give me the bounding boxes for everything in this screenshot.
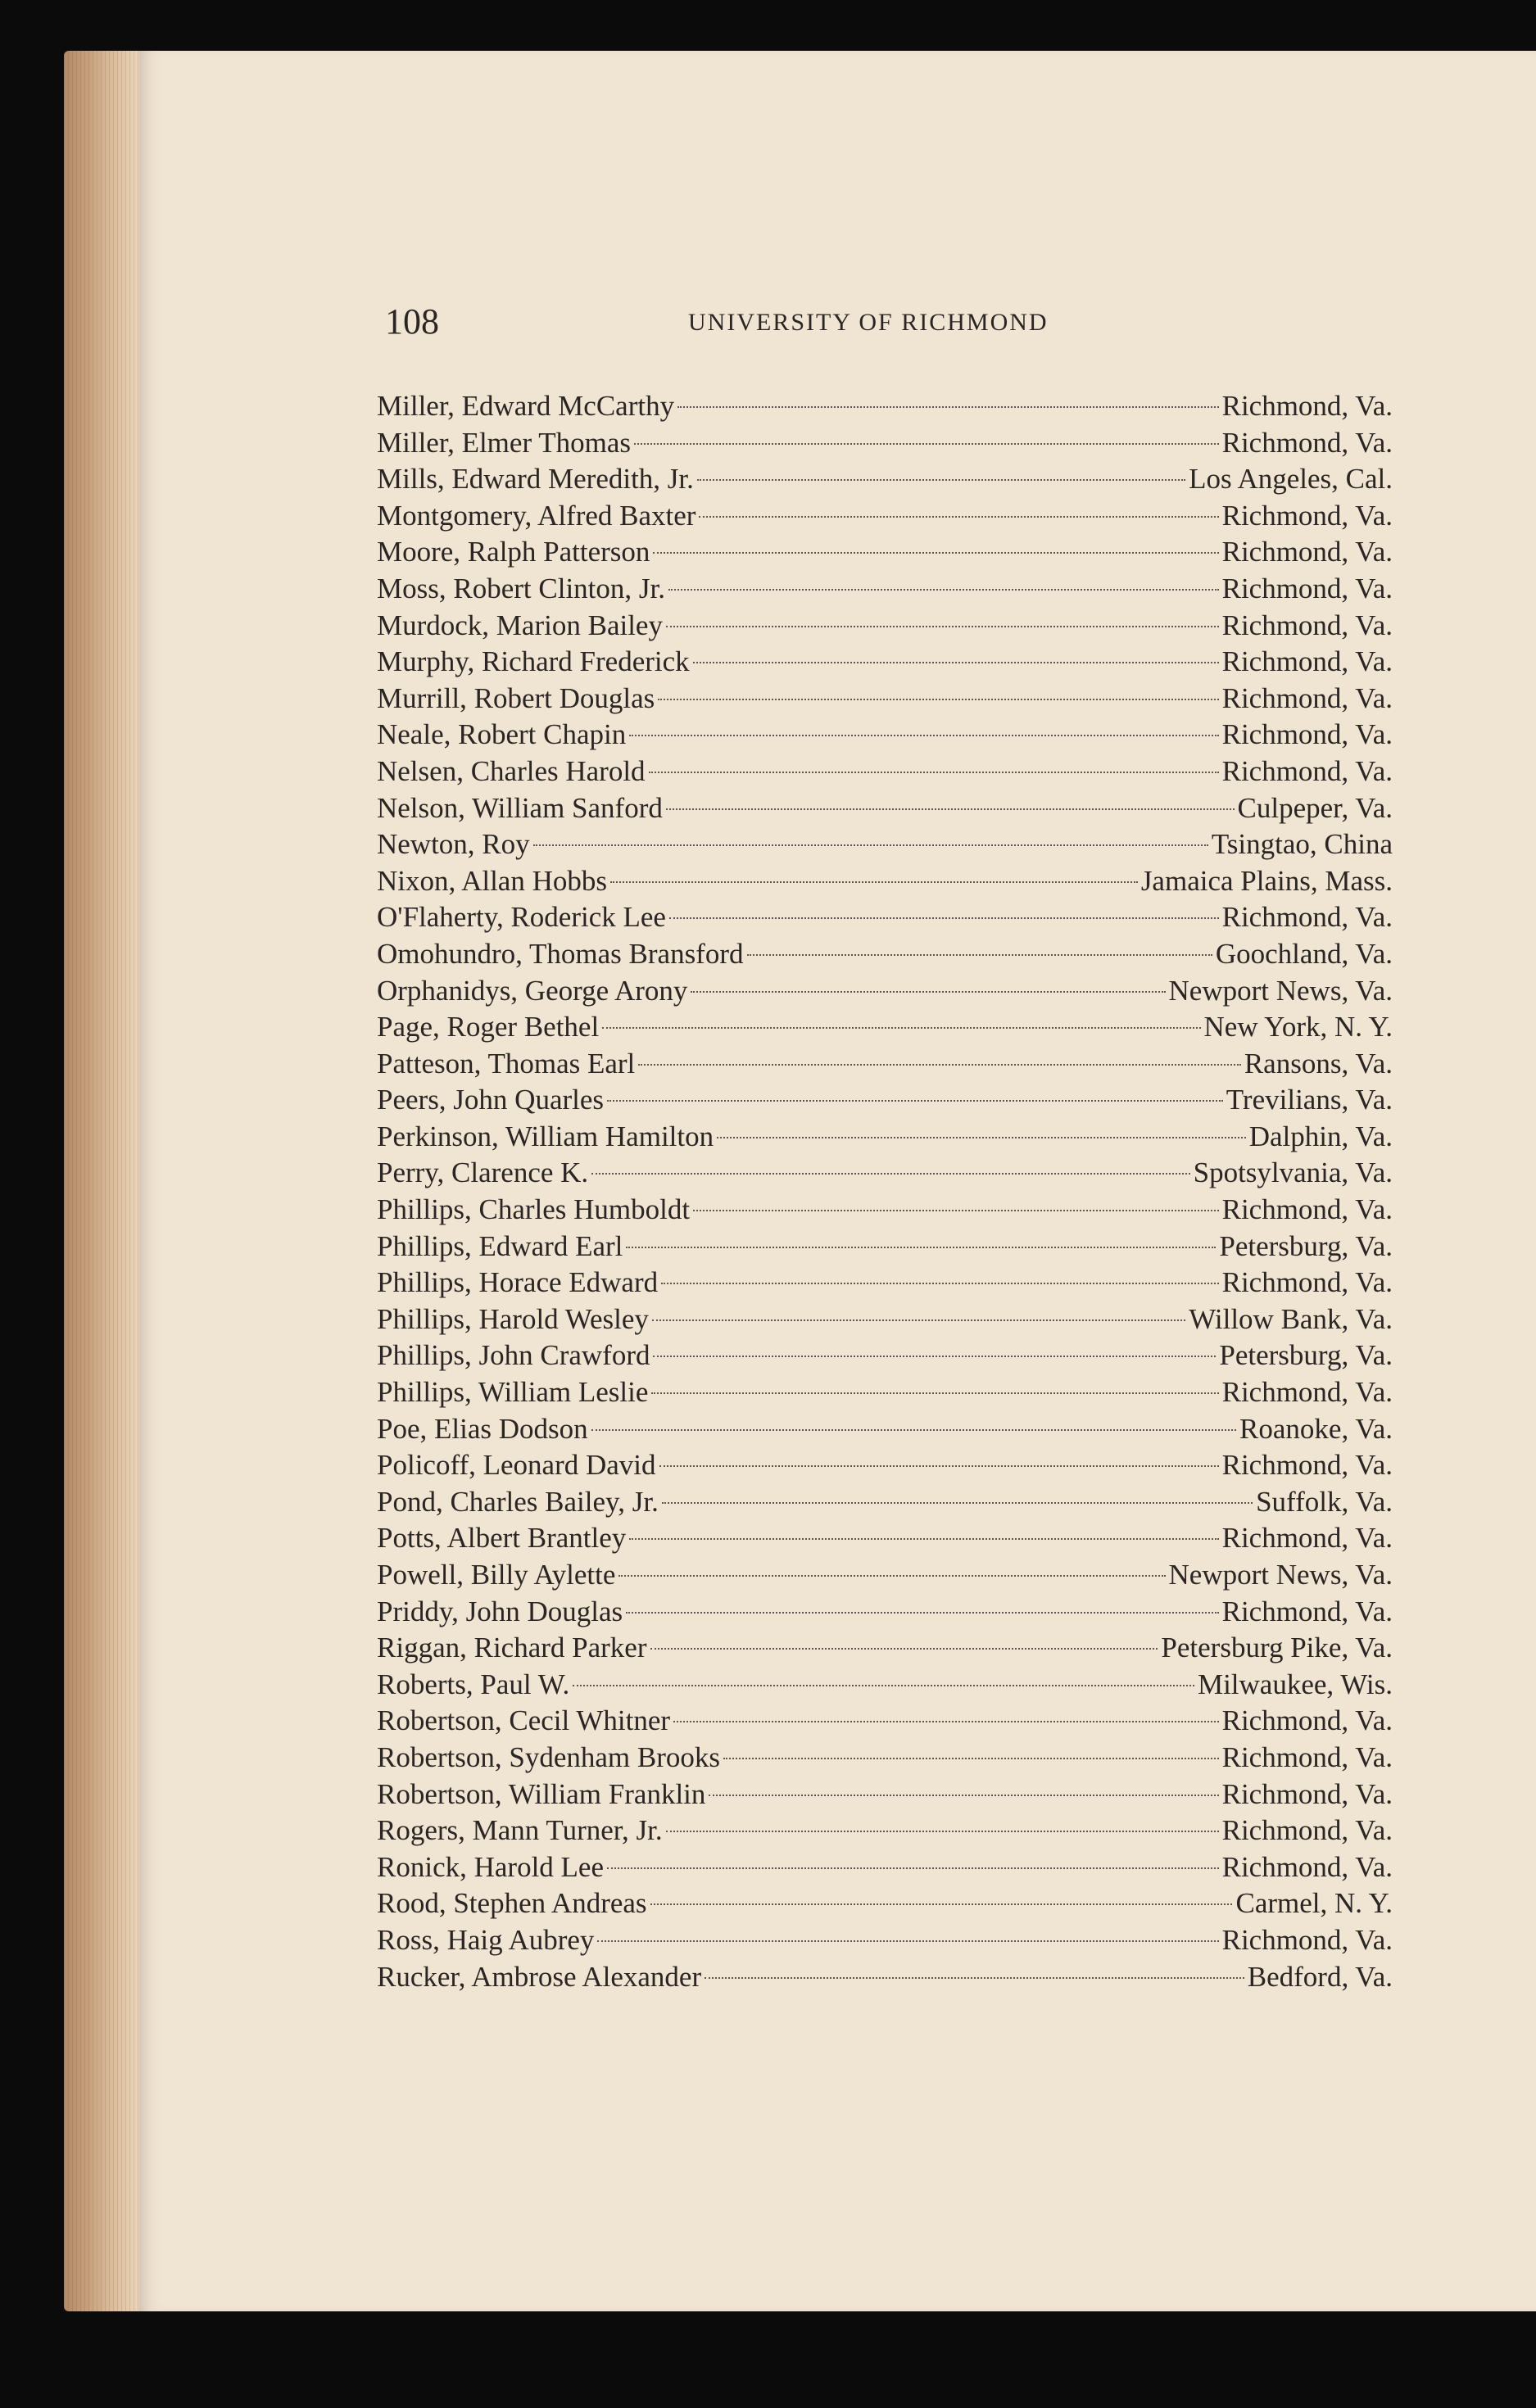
dot-leader <box>673 1721 1219 1722</box>
student-name: Rogers, Mann Turner, Jr. <box>377 1814 663 1847</box>
dot-leader <box>717 1137 1246 1138</box>
student-name: Nelsen, Charles Harold <box>377 754 646 787</box>
list-item <box>377 1374 1393 1411</box>
dot-leader <box>653 1356 1216 1357</box>
dot-leader <box>697 479 1185 481</box>
hometown: Newport News, Va. <box>1168 974 1393 1007</box>
dot-leader <box>602 1027 1200 1029</box>
student-name: Phillips, John Crawford <box>377 1339 650 1372</box>
list-item <box>377 936 1393 973</box>
student-name: Rucker, Ambrose Alexander <box>377 1960 702 1993</box>
hometown: Richmond, Va. <box>1221 901 1393 934</box>
list-item <box>377 388 1393 425</box>
student-name: Orphanidys, George Arony <box>377 974 688 1007</box>
hometown: Richmond, Va. <box>1221 1704 1393 1737</box>
hometown: Roanoke, Va. <box>1239 1412 1393 1445</box>
hometown: Jamaica Plains, Mass. <box>1140 864 1393 897</box>
list-item <box>377 1411 1393 1448</box>
list-item <box>377 1301 1393 1338</box>
student-name: Robertson, Sydenham Brooks <box>377 1740 721 1773</box>
dot-leader <box>699 516 1218 518</box>
student-name: Ross, Haig Aubrey <box>377 1923 595 1956</box>
student-list <box>377 388 1393 1995</box>
list-item <box>377 1594 1393 1631</box>
student-name: Ronick, Harold Lee <box>377 1850 604 1883</box>
list-item <box>377 1447 1393 1484</box>
student-name: O'Flaherty, Roderick Lee <box>377 901 666 934</box>
student-name: Poe, Elias Dodson <box>377 1412 588 1445</box>
hometown: Richmond, Va. <box>1221 426 1393 459</box>
student-name: Robertson, William Franklin <box>377 1777 706 1810</box>
dot-leader <box>705 1977 1244 1979</box>
student-name: Neale, Robert Chapin <box>377 718 627 751</box>
student-name: Patteson, Thomas Earl <box>377 1047 636 1080</box>
dot-leader <box>666 808 1235 810</box>
list-item <box>377 1630 1393 1667</box>
hometown: Richmond, Va. <box>1221 1740 1393 1773</box>
list-item <box>377 790 1393 827</box>
dot-leader <box>652 1319 1185 1321</box>
list-item <box>377 425 1393 462</box>
list-item <box>377 534 1393 571</box>
student-name: Phillips, Charles Humboldt <box>377 1193 691 1226</box>
list-item <box>377 1740 1393 1777</box>
student-name: Pond, Charles Bailey, Jr. <box>377 1485 659 1518</box>
list-item <box>377 461 1393 498</box>
student-name: Montgomery, Alfred Baxter <box>377 499 696 532</box>
student-name: Newton, Roy <box>377 828 530 861</box>
dot-leader <box>607 1100 1223 1102</box>
student-name: Moss, Robert Clinton, Jr. <box>377 572 665 604</box>
hometown: Richmond, Va. <box>1221 1923 1393 1956</box>
dot-leader <box>533 844 1208 846</box>
student-name: Rood, Stephen Andreas <box>377 1887 647 1920</box>
hometown: Goochland, Va. <box>1215 937 1393 970</box>
dot-leader <box>591 1429 1236 1431</box>
hometown: Richmond, Va. <box>1221 754 1393 787</box>
dot-leader <box>661 1283 1218 1284</box>
hometown: Petersburg, Va. <box>1219 1229 1393 1262</box>
hometown: Petersburg, Va. <box>1219 1339 1393 1372</box>
list-item <box>377 863 1393 900</box>
dot-leader <box>709 1795 1218 1796</box>
dot-leader <box>626 1247 1216 1248</box>
student-name: Phillips, Edward Earl <box>377 1229 623 1262</box>
hometown: Richmond, Va. <box>1221 572 1393 604</box>
hometown: Culpeper, Va. <box>1237 791 1393 824</box>
list-item <box>377 571 1393 608</box>
dot-leader <box>747 954 1212 956</box>
dot-leader <box>649 772 1219 773</box>
hometown: Willow Bank, Va. <box>1189 1302 1393 1335</box>
page-number: 108 <box>385 301 439 342</box>
running-head: UNIVERSITY OF RICHMOND <box>688 309 1049 336</box>
list-item <box>377 1119 1393 1156</box>
dot-leader <box>597 1940 1218 1942</box>
dot-leader <box>626 1612 1219 1614</box>
list-item <box>377 1192 1393 1229</box>
hometown: Richmond, Va. <box>1221 1449 1393 1482</box>
dot-leader <box>650 1903 1233 1905</box>
hometown: Richmond, Va. <box>1221 645 1393 678</box>
list-item <box>377 826 1393 863</box>
student-name: Roberts, Paul W. <box>377 1668 570 1700</box>
student-name: Omohundro, Thomas Bransford <box>377 937 744 970</box>
list-item <box>377 1229 1393 1265</box>
page-edge <box>64 51 146 2311</box>
student-name: Potts, Albert Brantley <box>377 1522 627 1555</box>
hometown: Spotsylvania, Va. <box>1193 1156 1393 1189</box>
dot-leader <box>659 1465 1219 1467</box>
dot-leader <box>629 735 1218 736</box>
student-name: Perkinson, William Hamilton <box>377 1120 714 1152</box>
list-item <box>377 1265 1393 1301</box>
student-name: Murphy, Richard Frederick <box>377 645 690 678</box>
list-item <box>377 1813 1393 1849</box>
list-item <box>377 899 1393 936</box>
dot-leader <box>723 1758 1219 1759</box>
hometown: Tsingtao, China <box>1211 828 1393 861</box>
student-name: Powell, Billy Aylette <box>377 1559 616 1591</box>
student-name: Moore, Ralph Patterson <box>377 536 650 568</box>
list-item <box>377 608 1393 645</box>
page-header <box>385 301 1393 342</box>
student-name: Murdock, Marion Bailey <box>377 609 663 641</box>
hometown: Carmel, N. Y. <box>1235 1887 1393 1920</box>
dot-leader <box>607 1867 1219 1869</box>
list-item <box>377 1849 1393 1886</box>
hometown: Los Angeles, Cal. <box>1189 463 1393 496</box>
dot-leader <box>610 881 1138 883</box>
hometown: Richmond, Va. <box>1221 1376 1393 1409</box>
student-name: Peers, John Quarles <box>377 1084 605 1116</box>
hometown: Richmond, Va. <box>1221 681 1393 714</box>
dot-leader <box>653 552 1218 554</box>
hometown: Richmond, Va. <box>1221 609 1393 641</box>
dot-leader <box>638 1064 1241 1066</box>
hometown: Richmond, Va. <box>1221 1266 1393 1299</box>
dot-leader <box>669 917 1219 919</box>
student-name: Policoff, Leonard David <box>377 1449 656 1482</box>
list-item <box>377 498 1393 535</box>
dot-leader <box>634 443 1219 445</box>
list-item <box>377 1703 1393 1740</box>
dot-leader <box>573 1685 1194 1686</box>
dot-leader <box>666 1831 1219 1832</box>
student-name: Phillips, Harold Wesley <box>377 1302 649 1335</box>
hometown: Richmond, Va. <box>1221 1522 1393 1555</box>
hometown: Richmond, Va. <box>1221 536 1393 568</box>
dot-leader <box>691 991 1165 993</box>
student-name: Miller, Edward McCarthy <box>377 390 675 422</box>
page-edge-lines <box>64 51 146 2311</box>
hometown: Richmond, Va. <box>1221 1595 1393 1627</box>
hometown: Milwaukee, Wis. <box>1197 1668 1393 1700</box>
dot-leader <box>650 1648 1158 1650</box>
list-item <box>377 1922 1393 1959</box>
hometown: New York, N. Y. <box>1203 1011 1393 1043</box>
hometown: Richmond, Va. <box>1221 1777 1393 1810</box>
list-item <box>377 1155 1393 1192</box>
list-item <box>377 1777 1393 1813</box>
hometown: Richmond, Va. <box>1221 1814 1393 1847</box>
student-name: Perry, Clarence K. <box>377 1156 589 1189</box>
list-item <box>377 1082 1393 1119</box>
student-name: Murrill, Robert Douglas <box>377 681 655 714</box>
list-item <box>377 1557 1393 1594</box>
dot-leader <box>651 1392 1218 1394</box>
hometown: Petersburg Pike, Va. <box>1161 1632 1393 1664</box>
hometown: Richmond, Va. <box>1221 1193 1393 1226</box>
list-item <box>377 1959 1393 1996</box>
hometown: Ransons, Va. <box>1244 1047 1393 1080</box>
hometown: Suffolk, Va. <box>1256 1485 1393 1518</box>
dot-leader <box>693 662 1219 663</box>
list-item <box>377 973 1393 1010</box>
list-item <box>377 717 1393 754</box>
dot-leader <box>662 1502 1253 1504</box>
hometown: Richmond, Va. <box>1221 390 1393 422</box>
dot-leader <box>591 1173 1189 1175</box>
hometown: Richmond, Va. <box>1221 1850 1393 1883</box>
student-name: Phillips, Horace Edward <box>377 1266 659 1299</box>
list-item <box>377 681 1393 717</box>
dot-leader <box>618 1575 1165 1577</box>
list-item <box>377 644 1393 681</box>
student-name: Nelson, William Sanford <box>377 791 663 824</box>
list-item <box>377 1338 1393 1374</box>
dot-leader <box>677 406 1219 408</box>
list-item <box>377 754 1393 790</box>
list-item <box>377 1667 1393 1704</box>
hometown: Bedford, Va. <box>1247 1960 1393 1993</box>
student-name: Priddy, John Douglas <box>377 1595 623 1627</box>
hometown: Newport News, Va. <box>1168 1559 1393 1591</box>
student-name: Miller, Elmer Thomas <box>377 426 631 459</box>
list-item <box>377 1484 1393 1521</box>
hometown: Richmond, Va. <box>1221 499 1393 532</box>
hometown: Dalphin, Va. <box>1248 1120 1393 1152</box>
student-name: Mills, Edward Meredith, Jr. <box>377 463 694 496</box>
list-item <box>377 1885 1393 1922</box>
dot-leader <box>668 589 1219 591</box>
student-name: Robertson, Cecil Whitner <box>377 1704 671 1737</box>
list-item <box>377 1046 1393 1083</box>
hometown: Trevilians, Va. <box>1226 1084 1393 1116</box>
list-item <box>377 1520 1393 1557</box>
hometown: Richmond, Va. <box>1221 718 1393 751</box>
dot-leader <box>629 1538 1218 1540</box>
student-name: Nixon, Allan Hobbs <box>377 864 607 897</box>
dot-leader <box>693 1210 1219 1211</box>
student-name: Phillips, William Leslie <box>377 1376 649 1409</box>
dot-leader <box>666 626 1219 627</box>
student-name: Riggan, Richard Parker <box>377 1632 647 1664</box>
list-item <box>377 1009 1393 1046</box>
dot-leader <box>658 699 1218 700</box>
student-name: Page, Roger Bethel <box>377 1011 600 1043</box>
